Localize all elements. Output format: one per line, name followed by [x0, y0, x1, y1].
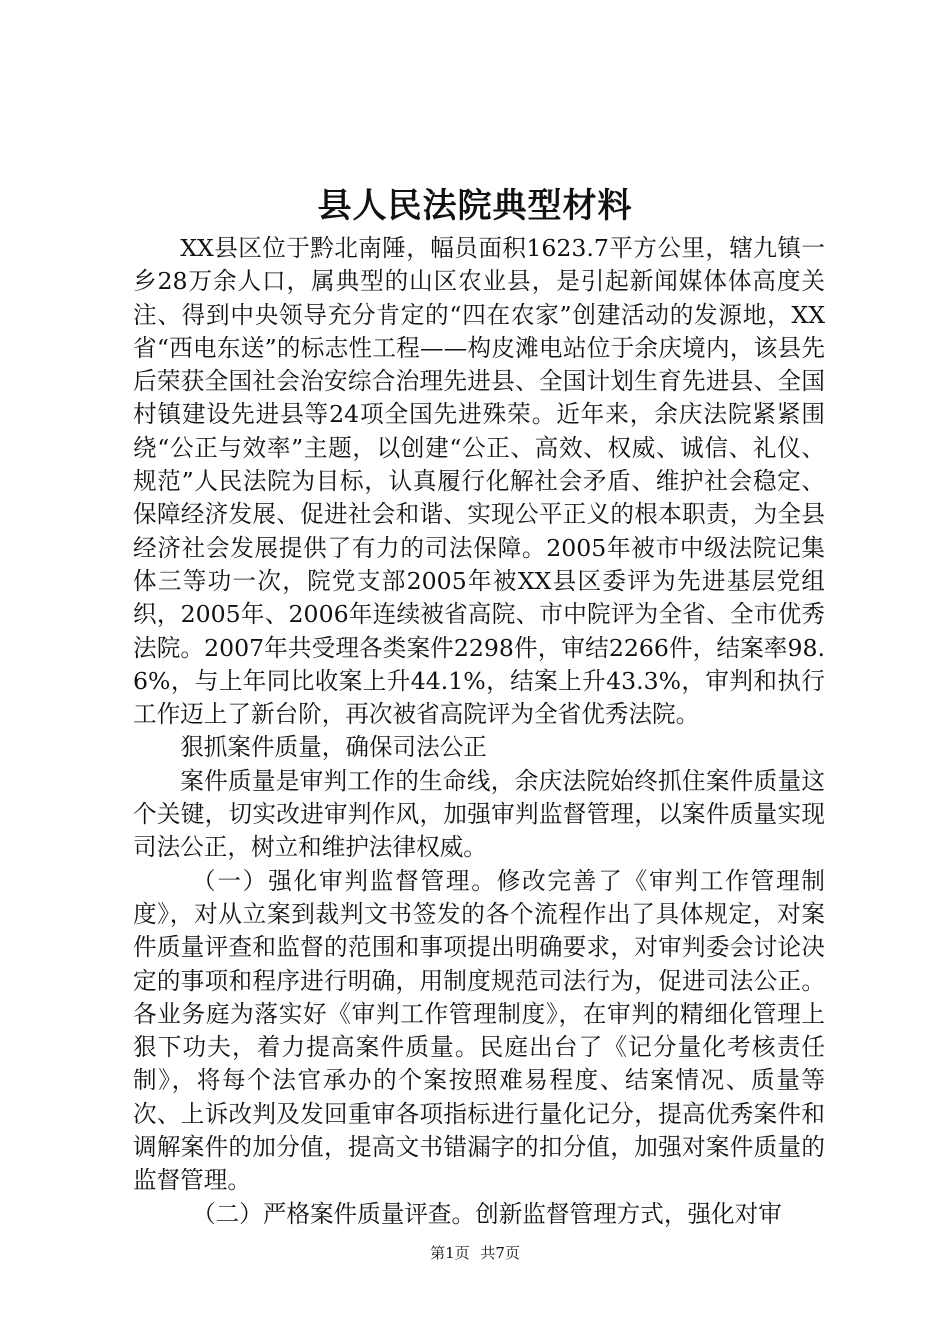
page-footer: [0, 1243, 950, 1263]
document-body: [133, 232, 825, 1231]
section-heading: 狠抓案件质量，确保司法公正: [180, 733, 487, 762]
paragraph-intro: XX县区位于黔北南陲，幅员面积1623.7平方公里，辖九镇一乡28万余人口，属典型的山区农业县，是引起新闻媒体体高度关注、得到中央领导充分肯定的“四在农家”创建活动的发源地，XX省“西电东送”的标志性工程——构皮滩电站位于余庆境内，该县先后荣获全国社会治安综合治理先进县、全国计划生育先进县、全国村镇建设先进县等24项全国先进殊荣。近年来，余庆法院紧紧围绕“公正与效率”主题，以创建“公正、高效、权威、诚信、礼仪、规范”人民法院为目标，认真履行化解社会矛盾、维护社会稳定、保障经济发展、促进社会和谐、实现公平正义的根本职责，为全县经济社会发展提供了有力的司法保障。2005年被市中级法院记集体三等功一次，院党支部2005年被XX县区委评为先进基层党组织，2005年、2006年连续被省高院、市中院评为全省、全市优秀法院。2007年共受理各类案件2298件，审结2266件，结案率98.6%，与上年同比收案上升44.1%，结案上升43.3%，审判和执行工作迈上了新台阶，再次被省高院评为全省优秀法院。: [133, 234, 825, 729]
page-number: 第1页: [430, 1244, 470, 1262]
paragraph-item-2: （二）严格案件质量评查。创新监督管理方式，强化对审: [192, 1199, 782, 1228]
paragraph-quality: 案件质量是审判工作的生命线，余庆法院始终抓住案件质量这个关键，切实改进审判作风，加强审判监督管理，以案件质量实现司法公正，树立和维护法律权威。: [133, 766, 825, 862]
page-total: 共7页: [480, 1244, 520, 1262]
paragraph-item-1: （一）强化审判监督管理。修改完善了《审判工作管理制度》，对从立案到裁判文书签发的各个流程作出了具体规定，对案件质量评查和监督的范围和事项提出明确要求，对审判委会讨论决定的事项和程序进行明确，用制度规范司法行为，促进司法公正。各业务庭为落实好《审判工作管理制度》，在审判的精细化管理上狠下功夫，着力提高案件质量。民庭出台了《记分量化考核责任制》，将每个法官承办的个案按照难易程度、结案情况、质量等次、上诉改判及发回重审各项指标进行量化记分，提高优秀案件和调解案件的加分值，提高文书错漏字的扣分值，加强对案件质量的监督管理。: [133, 866, 825, 1195]
document-title: 县人民法院典型材料: [317, 186, 633, 226]
